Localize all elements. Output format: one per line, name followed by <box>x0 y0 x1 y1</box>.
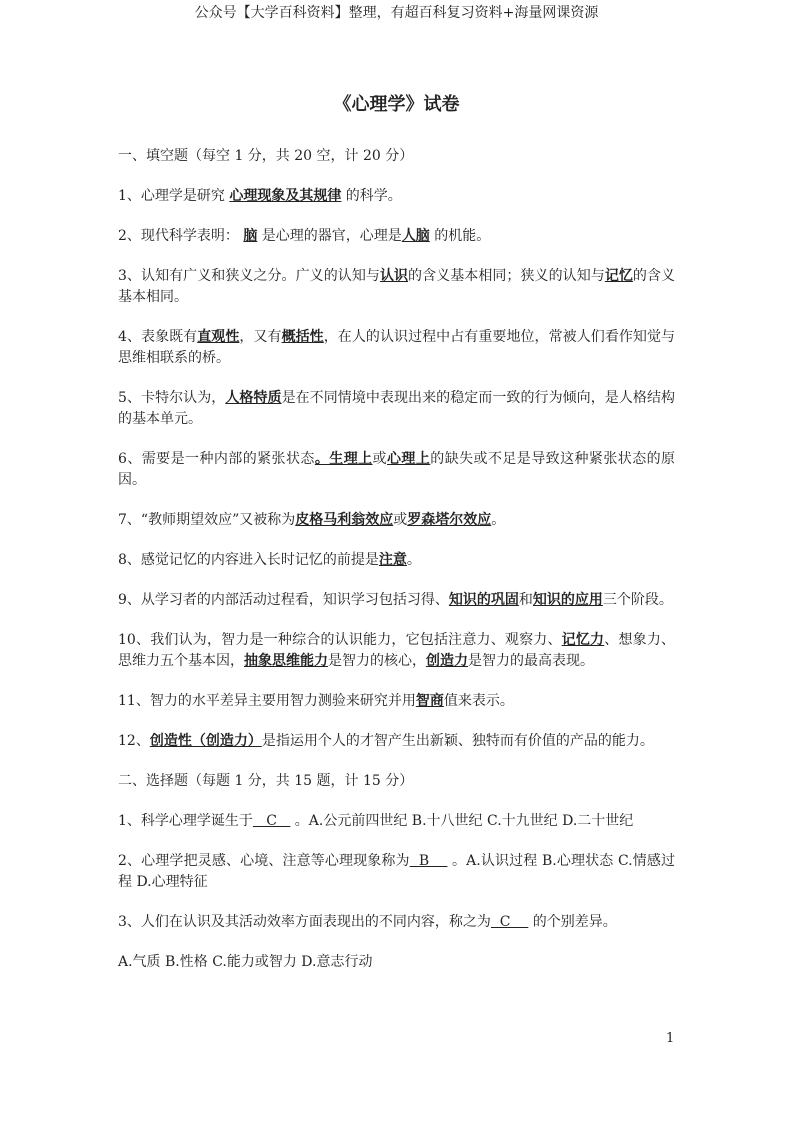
question-text: 2、现代科学表明： <box>118 228 244 244</box>
question-item <box>118 449 675 491</box>
answer-text: 抽象思维能力 <box>244 653 328 669</box>
question-text: 的个别差异。 <box>528 914 617 930</box>
page-number: 1 <box>666 1031 675 1046</box>
question-text: 是在不同情境中表现出来的稳定而一致的行为倾向，是人格结构的基本单元。 <box>118 390 675 427</box>
answer-text: 记忆力 <box>561 632 605 648</box>
question-item <box>118 550 675 571</box>
section-heading <box>118 771 675 792</box>
question-text: 9、从学习者的内部活动过程看，知识学习包括习得、 <box>118 592 449 608</box>
question-text: 2、心理学把灵感、心境、注意等心理现象称为 <box>118 853 410 869</box>
question-text: 是智力的核心， <box>328 653 426 669</box>
question-text: 或 <box>372 451 387 467</box>
answer-text: 直观性 <box>197 329 240 345</box>
answer-text: 。生理上 <box>314 451 373 467</box>
question-text: 10、我们认为，智力是一种综合的认识能力，它包括注意力、观察力、 <box>118 632 562 648</box>
question-text: 是智力的最高表现。 <box>468 653 594 669</box>
answer-text: 脑 <box>243 228 258 244</box>
question-text: 5、卡特尔认为， <box>118 390 226 406</box>
answer-text: 人脑 <box>401 228 430 244</box>
question-text: 一、填空题（每空 1 分，共 20 空，计 20 分） <box>118 148 414 164</box>
question-item <box>118 952 675 973</box>
question-text: ，又有 <box>239 329 282 345</box>
question-text: 1、科学心理学诞生于 <box>118 813 253 829</box>
question-text: ，在人的认识过程中占有重要地位，常被人们看作知觉与思维相联系的桥。 <box>118 329 676 366</box>
page-header: 公众号【大学百科资料】整理，有超百科复习资料+海量网课资源 <box>194 5 599 21</box>
question-text: 1、心理学是研究 <box>118 188 230 204</box>
question-text: 11、智力的水平差异主要用智力测验来研究并用 <box>118 693 416 709</box>
question-item <box>118 691 675 712</box>
question-text: 7、“教师期望效应”又被称为 <box>118 512 296 528</box>
answer-text: 皮格马利翁效应 <box>295 512 394 528</box>
answer-text: 概括性 <box>281 329 324 345</box>
question-text: 的科学。 <box>341 188 402 204</box>
question-text: A.气质 B.性格 C.能力或智力 D.意志行动 <box>118 954 373 970</box>
question-text: 。 <box>491 512 506 528</box>
question-text: 、想象力、思维力五个基本因， <box>118 632 676 669</box>
question-text: 4、表象既有 <box>118 329 198 345</box>
question-text: 的含义基本相同；狭义的认知与 <box>408 268 605 284</box>
question-text: 。 <box>406 552 421 568</box>
question-text: 是心理的器官，心理是 <box>257 228 402 244</box>
question-text: 8、感觉记忆的内容进入长时记忆的前提是 <box>118 552 379 568</box>
question-text: 的缺失或不足是导致这种紧张状态的原因。 <box>118 451 676 488</box>
question-item <box>118 912 675 933</box>
answer-text: 罗森塔尔效应 <box>407 512 492 528</box>
answer-text: 知识的巩固 <box>448 592 519 608</box>
question-text: 的机能。 <box>429 228 491 244</box>
question-text: 。A.公元前四世纪 B.十八世纪 C.十九世纪 D.二十世纪 <box>290 813 634 829</box>
answer-blank: B <box>409 853 448 869</box>
exam-content <box>118 146 675 992</box>
question-text: 3、认知有广义和狭义之分。广义的认知与 <box>118 268 380 284</box>
answer-text: 智商 <box>415 693 444 709</box>
answer-text: 注意 <box>378 552 407 568</box>
question-text: 值来表示。 <box>443 693 514 709</box>
question-text: 三个阶段。 <box>602 592 673 608</box>
section-heading <box>118 146 675 167</box>
question-text: 或 <box>393 512 408 528</box>
question-text: 的含义基本相同。 <box>118 268 676 305</box>
question-item <box>118 510 675 531</box>
answer-text: 知识的应用 <box>532 592 603 608</box>
answer-blank: C <box>252 813 291 829</box>
answer-blank: C <box>490 914 529 930</box>
question-text: 二、选择题（每题 1 分，共 15 题，计 15 分） <box>118 773 414 789</box>
question-text: 6、需要是一种内部的紧张状态 <box>118 451 315 467</box>
question-item <box>118 851 675 893</box>
answer-text: 人格特质 <box>225 390 282 406</box>
question-text: 。A.认识过程 B.心理状态 C.情感过程 D.心理特征 <box>118 853 675 890</box>
answer-text: 认识 <box>379 268 409 284</box>
question-item <box>118 630 675 672</box>
question-item <box>118 388 675 430</box>
answer-text: 创造性（创造力） <box>149 733 262 749</box>
question-item <box>118 590 675 611</box>
question-item <box>118 327 675 369</box>
question-item <box>118 731 675 752</box>
question-text: 是指运用个人的才智产生出新颖、独特而有价值的产品的能力。 <box>261 733 654 749</box>
question-text: 3、人们在认识及其活动效率方面表现出的不同内容，称之为 <box>118 914 491 930</box>
question-item <box>118 266 675 308</box>
answer-text: 心理上 <box>386 451 431 467</box>
question-text: 12、 <box>118 733 150 749</box>
answer-text: 心理现象及其规律 <box>229 188 342 204</box>
question-item <box>118 226 675 247</box>
answer-text: 记忆 <box>604 268 633 284</box>
question-item <box>118 811 675 832</box>
question-text: 和 <box>518 592 533 608</box>
question-item <box>118 186 675 207</box>
page-title: 《心理学》试卷 <box>333 94 460 115</box>
answer-text: 创造力 <box>426 653 468 669</box>
